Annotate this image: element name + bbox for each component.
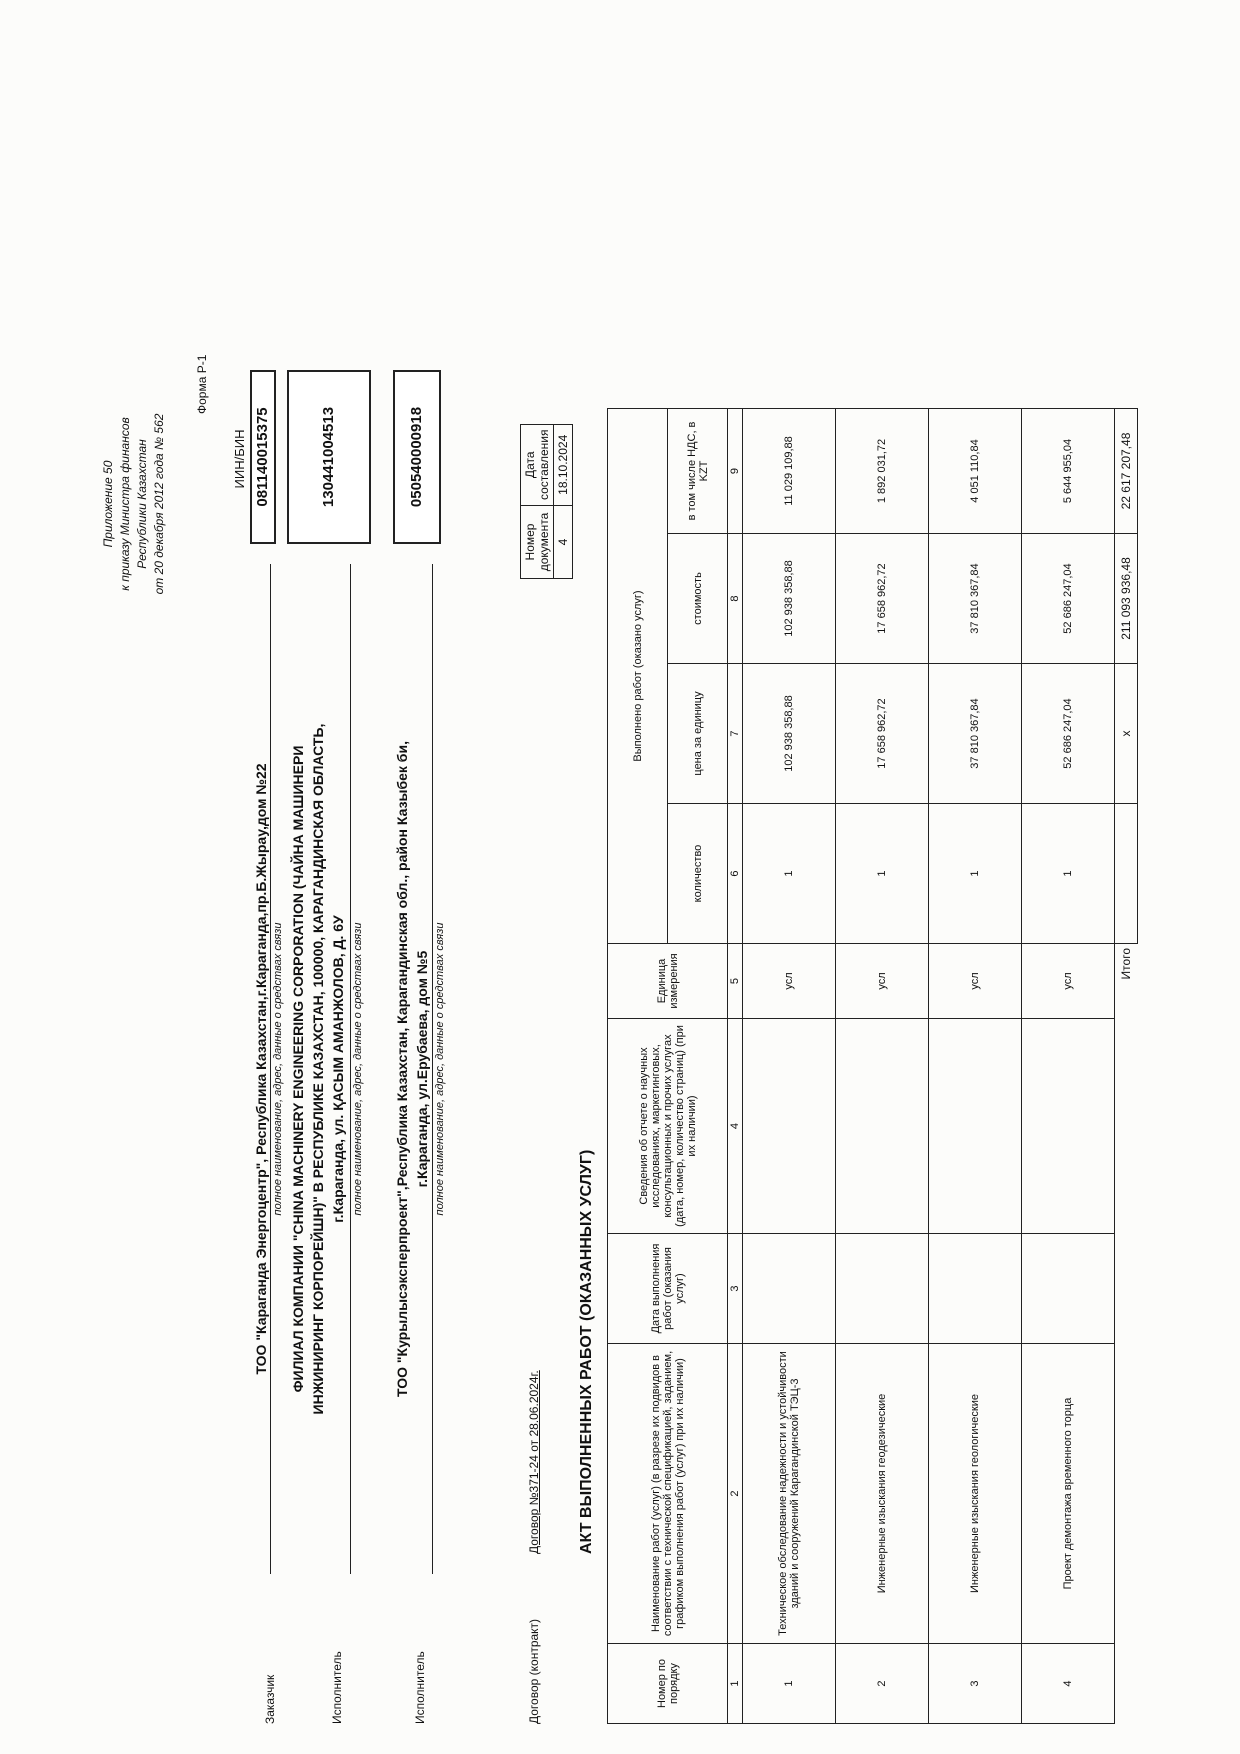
- executor1-name-line: ИНЖИНИРИНГ КОРПОРЕЙШН)" В РЕСПУБЛИКЕ КАЗАХСТАН, 100000, КАРАГАНДИНСКАЯ ОБЛАСТЬ,: [310, 723, 326, 1415]
- executor1-name-line: г.Караганда, ул. ҚАСЫМ АМАНЖОЛОВ, Д. 6У: [330, 915, 346, 1223]
- executor1-name: [288, 564, 348, 1574]
- header-group: Выполнено работ (оказано услуг): [608, 409, 668, 944]
- row-qty: 1: [1022, 804, 1115, 944]
- row-number: 3: [929, 1644, 1022, 1724]
- column-number: 3: [728, 1234, 743, 1344]
- row-qty: 1: [929, 804, 1022, 944]
- customer-name: ТОО "Караганда Энергоцентр", Республика Казахстан,г.Караганда,пр.Б.Жырау,дом №22: [252, 564, 271, 1574]
- total-row: [1115, 409, 1138, 1724]
- document-number-table: [520, 424, 573, 579]
- row-cost: 102 938 358,88: [743, 534, 836, 664]
- column-number: 6: [728, 804, 743, 944]
- row-qty: 1: [836, 804, 929, 944]
- header-price: цена за единицу: [668, 664, 728, 804]
- row-vat: 4 051 110,84: [929, 409, 1022, 534]
- total-vat: 22 617 207,48: [1115, 409, 1138, 534]
- table-row: [743, 409, 836, 1724]
- contract-value: Договор №371-24 от 28.06.2024г.: [527, 1370, 541, 1554]
- executor2-name-line: г.Караганда, ул.Ерубаева, дом №5: [414, 950, 430, 1188]
- row-report: [1022, 1019, 1115, 1234]
- executor2-bin: 050540000918: [408, 406, 425, 508]
- annex-block: [100, 374, 168, 634]
- executor2-name-line: ТОО "Курылысэксперпроект",Республика Казахстан, Карагандинская обл., район Казыбек би,: [394, 741, 410, 1397]
- executor1-bin: 130441004513: [320, 406, 337, 508]
- works-table: [607, 408, 1138, 1724]
- header-report: Сведения об отчете о научных исследованиях, маркетинговых, консультационных и прочих услугах (дата, номер, количество страниц) (при их наличии): [608, 1019, 728, 1234]
- row-vat: 11 029 109,88: [743, 409, 836, 534]
- total-cost: 211 093 936,48: [1115, 534, 1138, 664]
- customer-bin: 081140015375: [254, 407, 271, 507]
- column-number: 2: [728, 1344, 743, 1644]
- doc-date: 18.10.2024: [554, 424, 573, 505]
- executor2-label: Исполнитель: [413, 1651, 427, 1724]
- column-number: 4: [728, 1019, 743, 1234]
- table-row: [1022, 409, 1115, 1724]
- header-unit: Единица измерения: [608, 944, 728, 1019]
- executor2-caption: полное наименование, адрес, данные о средствах связи: [434, 922, 446, 1216]
- annex-line: Приложение 50: [101, 460, 115, 548]
- executor1-name-line: ФИЛИАЛ КОМПАНИИ "CHINA MACHINERY ENGINEERING CORPORATION (ЧАЙНА МАШИНЕРИ: [290, 745, 306, 1393]
- row-price: 37 810 367,84: [929, 664, 1022, 804]
- row-unit: усл: [929, 944, 1022, 1019]
- row-number: 4: [1022, 1644, 1115, 1724]
- row-cost: 52 686 247,04: [1022, 534, 1115, 664]
- annex-line: к приказу Министра финансов: [118, 417, 132, 591]
- customer-label: Заказчик: [263, 1674, 277, 1724]
- column-number: 5: [728, 944, 743, 1019]
- row-name: Инженерные изыскания геологические: [929, 1344, 1022, 1644]
- row-unit: усл: [743, 944, 836, 1019]
- header-number: Номер по порядку: [608, 1644, 728, 1724]
- total-label: Итого: [1119, 948, 1134, 980]
- executor2-name: [392, 564, 432, 1574]
- executor1-bin-box: [287, 370, 371, 544]
- row-name: Проект демонтажа временного торца: [1022, 1344, 1115, 1644]
- header-vat: в том числе НДС, в KZT: [668, 409, 728, 534]
- annex-line: Республики Казахстан: [135, 439, 149, 569]
- row-qty: 1: [743, 804, 836, 944]
- table-row: [929, 409, 1022, 1724]
- row-report: [929, 1019, 1022, 1234]
- executor2-underline: [432, 564, 433, 1574]
- executor1-label: Исполнитель: [330, 1651, 344, 1724]
- form-name: Форма Р-1: [195, 354, 209, 414]
- row-price: 52 686 247,04: [1022, 664, 1115, 804]
- row-report: [836, 1019, 929, 1234]
- row-vat: 1 892 031,72: [836, 409, 929, 534]
- executor1-caption: полное наименование, адрес, данные о средствах связи: [352, 922, 364, 1216]
- row-price: 17 658 962,72: [836, 664, 929, 804]
- document-title: АКТ ВЫПОЛНЕННЫХ РАБОТ (ОКАЗАННЫХ УСЛУГ): [578, 1149, 595, 1554]
- row-unit: усл: [836, 944, 929, 1019]
- contract-label: Договор (контракт): [527, 1618, 541, 1724]
- table-row: [836, 409, 929, 1724]
- row-number: 1: [743, 1644, 836, 1724]
- column-number: 1: [728, 1644, 743, 1724]
- total-qty: [1115, 804, 1138, 944]
- row-number: 2: [836, 1644, 929, 1724]
- executor1-underline: [350, 564, 351, 1574]
- doc-number-header: Номер документа: [521, 506, 554, 579]
- row-cost: 37 810 367,84: [929, 534, 1022, 664]
- customer-caption: полное наименование, адрес, данные о средствах связи: [272, 922, 284, 1216]
- iin-title: ИИН/БИН: [232, 429, 247, 489]
- row-unit: усл: [1022, 944, 1115, 1019]
- row-date: [929, 1234, 1022, 1344]
- header-date: Дата выполнения работ (оказания услуг): [608, 1234, 728, 1344]
- row-name: Инженерные изыскания геодезические: [836, 1344, 929, 1644]
- executor2-bin-box: [393, 370, 441, 544]
- column-number: 8: [728, 534, 743, 664]
- row-cost: 17 658 962,72: [836, 534, 929, 664]
- row-name: Техническое обследование надежности и устойчивости зданий и сооружений Карагандинской ТЭЦ-3: [743, 1344, 836, 1644]
- row-date: [743, 1234, 836, 1344]
- column-number: 9: [728, 409, 743, 534]
- annex-line: от 20 декабря 2012 года № 562: [152, 413, 166, 595]
- row-date: [836, 1234, 929, 1344]
- doc-date-header: Дата составления: [521, 424, 554, 505]
- column-number: 7: [728, 664, 743, 804]
- doc-number: 4: [554, 506, 573, 579]
- row-vat: 5 644 955,04: [1022, 409, 1115, 534]
- column-numbers-row: [728, 409, 743, 1724]
- customer-bin-box: [250, 370, 276, 544]
- total-price: x: [1115, 664, 1138, 804]
- header-cost: стоимость: [668, 534, 728, 664]
- row-date: [1022, 1234, 1115, 1344]
- header-name: Наименование работ (услуг) (в разрезе их подвидов в соответствии с технической спецификацией, заданием, графиком выполнения работ (услуг) при их наличии): [608, 1344, 728, 1644]
- header-qty: количество: [668, 804, 728, 944]
- row-report: [743, 1019, 836, 1234]
- row-price: 102 938 358,88: [743, 664, 836, 804]
